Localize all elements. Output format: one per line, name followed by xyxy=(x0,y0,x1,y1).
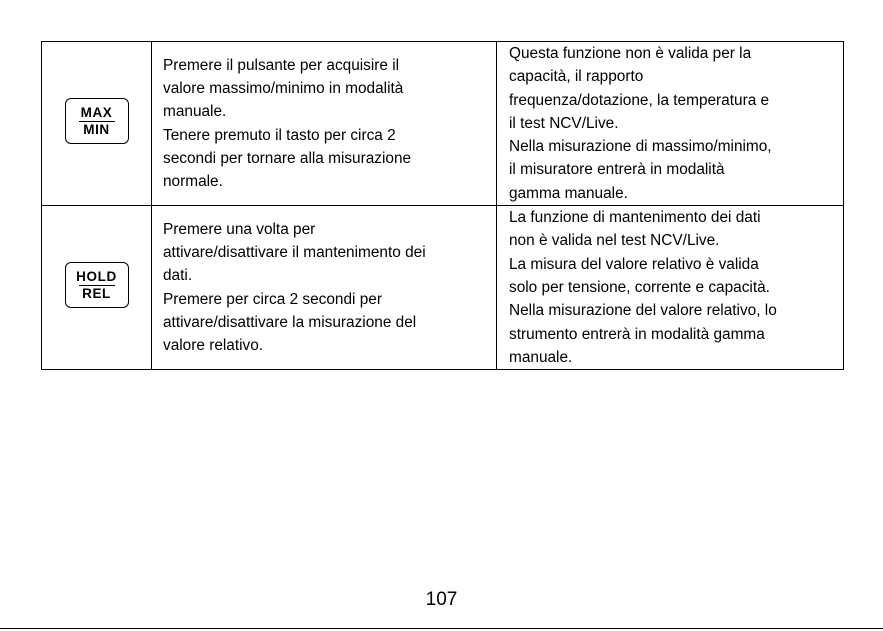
note-line: solo per tensione, corrente e capacità. xyxy=(509,278,770,296)
description-line: dati. xyxy=(163,267,193,285)
notes-cell-max-min xyxy=(497,42,844,206)
description-line: normale. xyxy=(163,173,223,191)
note-line: strumento entrerà in modalità gamma xyxy=(509,325,765,343)
description-line: attivare/disattivare il mantenimento dei xyxy=(163,244,426,262)
function-table xyxy=(41,41,844,370)
description-line: Premere una volta per xyxy=(163,220,316,238)
note-line: manuale. xyxy=(509,348,573,366)
description-cell-hold-rel xyxy=(152,206,497,370)
note-line: frequenza/dotazione, la temperatura e xyxy=(509,91,770,109)
table-row-max-min xyxy=(42,42,844,206)
description-line: Tenere premuto il tasto per circa 2 xyxy=(163,126,396,144)
description-line: manuale. xyxy=(163,103,227,121)
notes-cell-hold-rel xyxy=(497,206,844,370)
key-cell-max-min xyxy=(42,42,152,206)
key-label-hold: HOLD xyxy=(76,269,117,285)
page-number: 107 xyxy=(425,589,458,610)
note-line: Nella misurazione del valore relativo, lo xyxy=(509,302,777,320)
description-line: attivare/disattivare la misurazione del xyxy=(163,313,417,331)
note-line: La funzione di mantenimento dei dati xyxy=(509,209,761,227)
description-line: secondi per tornare alla misurazione xyxy=(163,149,412,167)
description-cell-max-min xyxy=(152,42,497,206)
note-line: capacità, il rapporto xyxy=(509,68,644,86)
note-line: non è valida nel test NCV/Live. xyxy=(509,232,720,250)
note-line: Questa funzione non è valida per la xyxy=(509,45,752,62)
hold-rel-key-icon xyxy=(65,262,129,308)
table-row-hold-rel xyxy=(42,206,844,370)
description-line: Premere il pulsante per acquisire il xyxy=(163,56,400,74)
note-line: La misura del valore relativo è valida xyxy=(509,255,759,273)
key-label-rel: REL xyxy=(82,285,111,301)
note-line: gamma manuale. xyxy=(509,184,628,202)
note-line: il misuratore entrerà in modalità xyxy=(509,161,725,179)
description-line: valore massimo/minimo in modalità xyxy=(163,79,404,97)
max-min-key-icon xyxy=(65,98,129,144)
key-label-min: MIN xyxy=(83,121,110,137)
key-label-max: MAX xyxy=(80,105,113,121)
note-line: il test NCV/Live. xyxy=(509,114,619,132)
key-cell-hold-rel xyxy=(42,206,152,370)
footer-divider xyxy=(0,628,883,629)
description-line: Premere per circa 2 secondi per xyxy=(163,290,382,308)
description-line: valore relativo. xyxy=(163,337,264,355)
note-line: Nella misurazione di massimo/minimo, xyxy=(509,138,772,156)
